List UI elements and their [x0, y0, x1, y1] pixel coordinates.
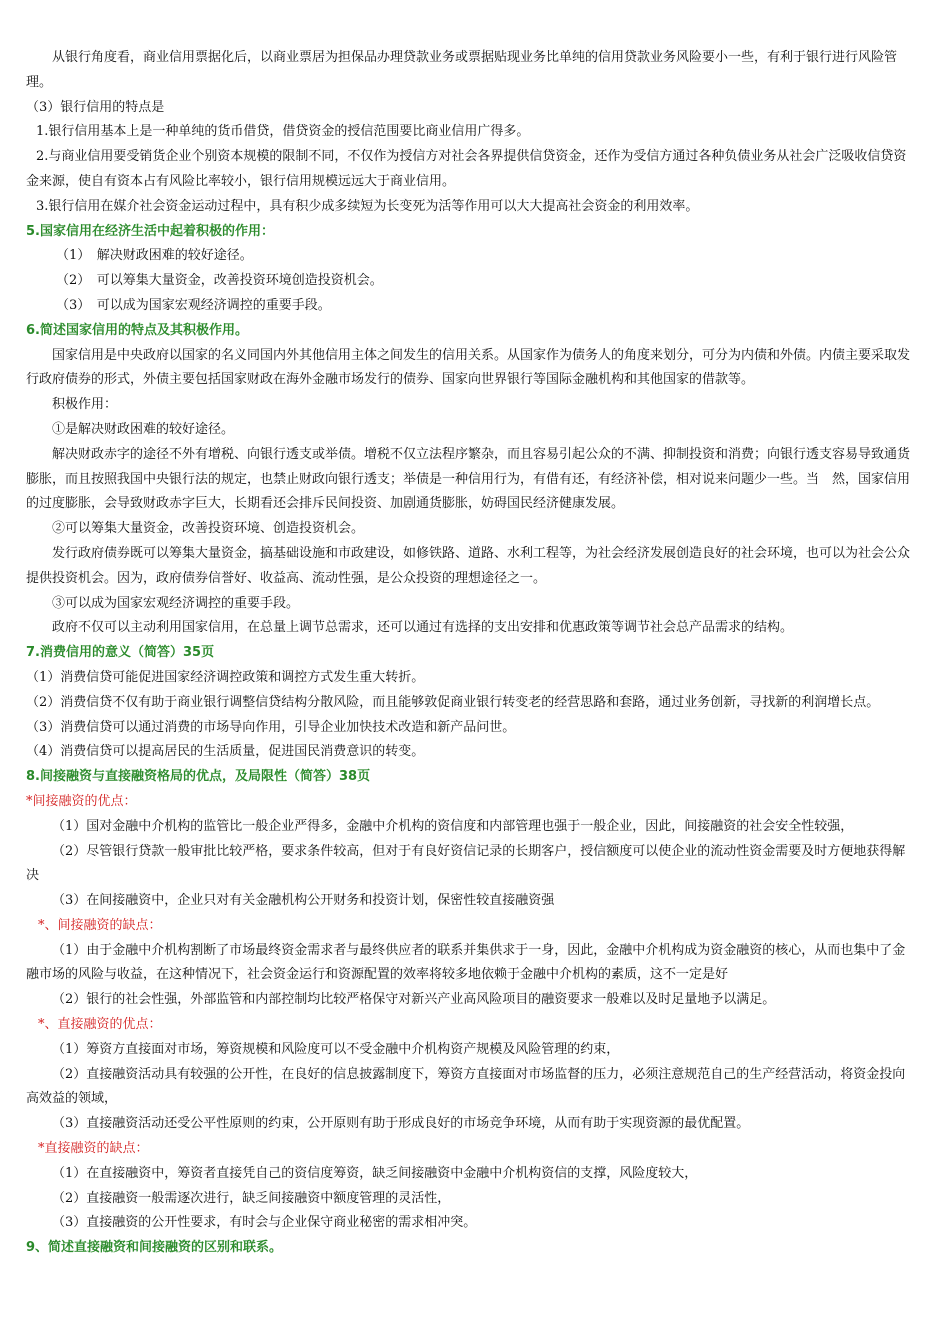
paragraph-11: 国家信用是中央政府以国家的名义同国内外其他信用主体之间发生的信用关系。从国家作为债务人的角度来划分，可分为内债和外债。内债主要采取发行政府债券的形式，外债主要包括国家财政在海外金融市场发行的债券、国家向世界银行等国际金融机构和其他国家的借款等。	[26, 347, 911, 388]
paragraph-14: 解决财政赤字的途径不外有增税、向银行透支或举债。增税不仅立法程序繁杂，而且容易引起公众的不满、抑制投资和消费；向银行透支容易导致通货膨胀，而且按照我国中央银行法的规定，也禁止财政向银行透支；举债是一种信用行为，有借有还，有经济补偿，相对说来问题少一些。当 然，国家信用的过度膨胀，会导致财政赤字巨大，长期看还会排斥民间投资、加剧通货膨胀，妨碍国民经济健康发展。	[26, 446, 911, 512]
paragraph-35: （3）直接融资活动还受公平性原则的约束，公开原则有助于形成良好的市场竞争环境，从而有助于实现资源的最优配置。	[52, 1116, 750, 1132]
subsection-heading-32: *、直接融资的优点：	[38, 1017, 162, 1033]
paragraph-39: （3）直接融资的公开性要求，有时会与企业保守商业秘密的需求相冲突。	[52, 1215, 477, 1231]
subsection-heading-36: *直接融资的缺点：	[38, 1141, 149, 1157]
paragraph-2: （3）银行信用的特点是	[26, 99, 165, 115]
paragraph-27: （2）尽管银行贷款一般审批比较严格，要求条件较高，但对于有良好资信记录的长期客户，授信额度可以使企业的流动性资金需要及时方便地获得解决	[26, 843, 906, 884]
section-heading-40: 9、简述直接融资和间接融资的区别和联系。	[26, 1240, 283, 1256]
subsection-heading-29: *、间接融资的缺点：	[38, 917, 162, 933]
paragraph-34: （2）直接融资活动具有较强的公开性，在良好的信息披露制度下，筹资方直接面对市场监督的压力，必须注意规范自己的生产经营活动，将资金投向高效益的领域，	[26, 1066, 906, 1107]
paragraph-30: （1）由于金融中介机构割断了市场最终资金需求者与最终供应者的联系并集供求于一身，因此，金融中介机构成为资金融资的核心，从而也集中了金融市场的风险与收益，在这种情况下，社会资金运行和资源配置的效率将较多地依赖于金融中介机构的素质，这不一定是好	[26, 942, 906, 983]
paragraph-20: （1）消费信贷可能促进国家经济调控政策和调控方式发生重大转折。	[26, 669, 425, 685]
section-heading-6: 5.国家信用在经济生活中起着积极的作用：	[26, 223, 274, 239]
paragraph-22: （3）消费信贷可以通过消费的市场导向作用，引导企业加快技术改造和新产品问世。	[26, 719, 516, 735]
section-heading-10: 6.简述国家信用的特点及其积极作用。	[26, 322, 248, 338]
paragraph-1: 从银行角度看，商业信用票据化后，以商业票居为担保品办理贷款业务或票据贴现业务比单纯的信用贷款业务风险要小一些，有利于银行进行风险管理。	[26, 50, 898, 90]
paragraph-31: （2）银行的社会性强，外部监管和内部控制均比较严格保守对新兴产业高风险项目的融资要求一般难以及时足量地予以满足。	[52, 992, 776, 1008]
paragraph-16: 发行政府债券既可以筹集大量资金，搞基础设施和市政建设，如修铁路、道路、水利工程等，为社会经济发展创造良好的社会环境，也可以为社会公众提供投资机会。因为，政府债券信誉好、收益高、流动性强，是公众投资的理想途径之一。	[26, 545, 911, 586]
subsection-heading-25: *间接融资的优点：	[26, 793, 137, 809]
paragraph-38: （2）直接融资一般需逐次进行，缺乏间接融资中额度管理的灵活性，	[52, 1190, 451, 1206]
paragraph-17: ③可以成为国家宏观经济调控的重要手段。	[52, 595, 300, 611]
section-heading-19: 7.消费信用的意义（简答）35页	[26, 645, 215, 661]
paragraph-37: （1）在直接融资中，筹资者直接凭自己的资信度筹资，缺乏间接融资中金融中介机构资信的支撑，风险度较大，	[52, 1165, 698, 1181]
paragraph-18: 政府不仅可以主动利用国家信用，在总量上调节总需求，还可以通过有选择的支出安排和优惠政策等调节社会总产品需求的结构。	[52, 620, 794, 636]
paragraph-12: 积极作用：	[52, 397, 118, 413]
paragraph-8: （2） 可以筹集大量资金，改善投资环境创造投资机会。	[56, 273, 383, 289]
section-heading-24: 8.间接融资与直接融资格局的优点，及局限性（简答）38页	[26, 769, 371, 785]
paragraph-5: 3.银行信用在媒介社会资金运动过程中，具有积少成多续短为长变死为活等作用可以大大提高社会资金的利用效率。	[36, 198, 699, 214]
paragraph-7: （1） 解决财政困难的较好途径。	[56, 248, 253, 264]
paragraph-33: （1）筹资方直接面对市场，筹资规模和风险度可以不受金融中介机构资产规模及风险管理的约束，	[52, 1041, 620, 1057]
paragraph-28: （3）在间接融资中，企业只对有关金融机构公开财务和投资计划，保密性较直接融资强	[52, 893, 555, 909]
paragraph-13: ①是解决财政困难的较好途径。	[52, 421, 235, 437]
paragraph-3: 1.银行信用基本上是一种单纯的货币借贷，借贷资金的授信范围要比商业信用广得多。	[36, 124, 530, 140]
paragraph-21: （2）消费信贷不仅有助于商业银行调整信贷结构分散风险，而且能够敦促商业银行转变老的经营思路和套路，通过业务创新，寻找新的利润增长点。	[26, 694, 880, 710]
paragraph-15: ②可以筹集大量资金，改善投资环境、创造投资机会。	[52, 521, 365, 537]
paragraph-23: （4）消费信贷可以提高居民的生活质量，促进国民消费意识的转变。	[26, 744, 425, 760]
paragraph-4: 2.与商业信用要受销货企业个别资本规模的限制不同，不仅作为授信方对社会各界提供信贷资金，还作为受信方通过各种负债业务从社会广泛吸收信贷资金来源，使自有资本占有风险比率较小，银行信用规模远远大于商业信用。	[26, 149, 907, 189]
paragraph-26: （1）国对金融中介机构的监管比一般企业严得多，金融中介机构的资信度和内部管理也强于一般企业，因此，间接融资的社会安全性较强，	[52, 818, 854, 834]
paragraph-9: （3） 可以成为国家宏观经济调控的重要手段。	[56, 297, 331, 313]
